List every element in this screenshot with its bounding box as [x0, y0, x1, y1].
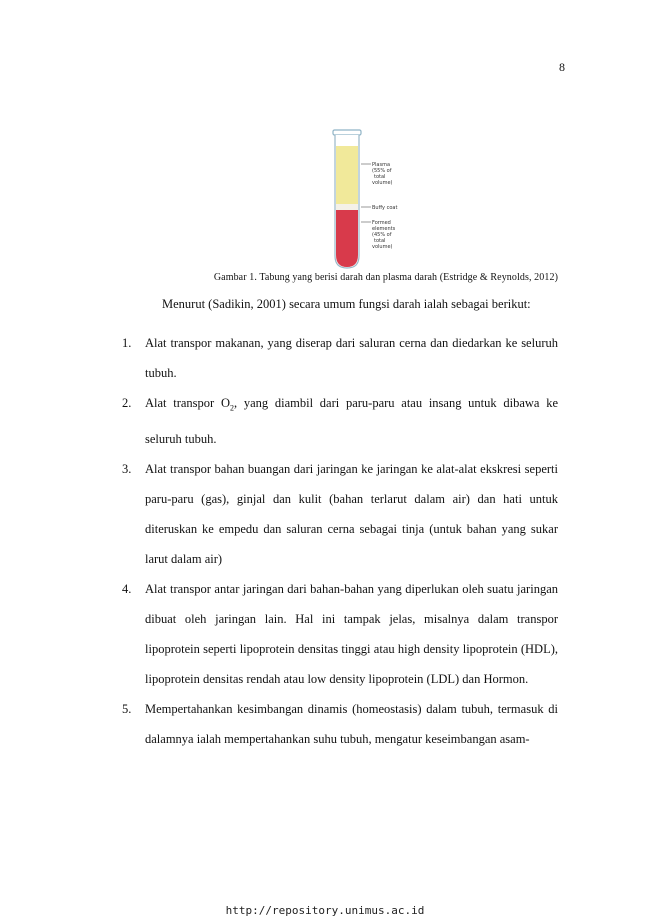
label-formed-3: (45% of — [372, 232, 392, 238]
list-number: 2. — [122, 396, 132, 410]
list-number: 3. — [122, 461, 132, 476]
label-plasma-1: Plasma — [372, 162, 391, 168]
list-text: Mempertahankan kesimbangan dinamis (homeostasis) dalam tubuh, termasuk di dalamnya ialah mempertahankan suhu tubuh, mengatur keseimbangan asam- — [145, 701, 558, 746]
label-plasma-3: total — [374, 174, 386, 180]
list-text-part: Alat transpor O — [145, 396, 230, 410]
label-formed-4: total — [374, 238, 386, 244]
tube-rim — [333, 130, 361, 135]
list-item — [122, 574, 558, 694]
list-text — [145, 396, 558, 446]
subscript: 2 — [229, 403, 234, 413]
list-number: 1. — [122, 336, 132, 350]
label-plasma-2: (55% of — [372, 168, 392, 174]
label-formed-1: Formed — [372, 220, 391, 226]
list-text: Alat transpor antar jaringan dari bahan-bahan yang diperlukan oleh suatu jaringan dibuat oleh jaringan lain. Hal ini tampak jelas, misalnya dalam transpor lipoprotein seperti lipoprotein densitas tinggi atau high density lipoprotein (HDL), lipoprotein densitas rendah atau low density lipoprotein (LDL) dan Hormon. — [145, 581, 558, 686]
buffy-coat-layer — [336, 204, 358, 210]
label-formed-5: volume) — [372, 244, 393, 250]
label-plasma-4: volume) — [372, 180, 393, 186]
list-item — [122, 694, 558, 754]
footer-repository-link[interactable]: http://repository.unimus.ac.id — [225, 904, 425, 917]
label-formed-2: elements — [372, 226, 396, 232]
plasma-layer — [336, 146, 358, 204]
function-list — [122, 328, 558, 754]
label-buffy-coat: Buffy coat — [372, 205, 398, 211]
list-item — [122, 328, 558, 388]
list-number: 5. — [122, 701, 132, 716]
figure-caption: Gambar 1. Tabung yang berisi darah dan plasma darah (Estridge & Reynolds, 2012) — [213, 272, 558, 283]
list-item — [122, 454, 558, 574]
page-number: 8 — [559, 60, 565, 74]
list-item — [122, 388, 558, 454]
list-text: Alat transpor makanan, yang diserap dari saluran cerna dan diedarkan ke seluruh tubuh. — [145, 336, 558, 380]
list-text: Alat transpor bahan buangan dari jaringan ke jaringan ke alat-alat ekskresi seperti paru-paru (gas), ginjal dan kulit (bahan terlarut dalam air) dan hati untuk diteruskan ke empedu dan saluran cerna sebagai tinja (untuk bahan yang sukar larut dalam air) — [145, 461, 558, 566]
formed-elements-layer — [336, 210, 358, 267]
list-number: 4. — [122, 581, 132, 596]
list-text-part: , yang diambil dari paru-paru atau insang untuk dibawa ke seluruh tubuh. — [145, 396, 559, 446]
intro-paragraph: Menurut (Sadikin, 2001) secara umum fungsi darah ialah sebagai berikut: — [162, 297, 531, 311]
blood-tube-figure — [330, 126, 410, 271]
